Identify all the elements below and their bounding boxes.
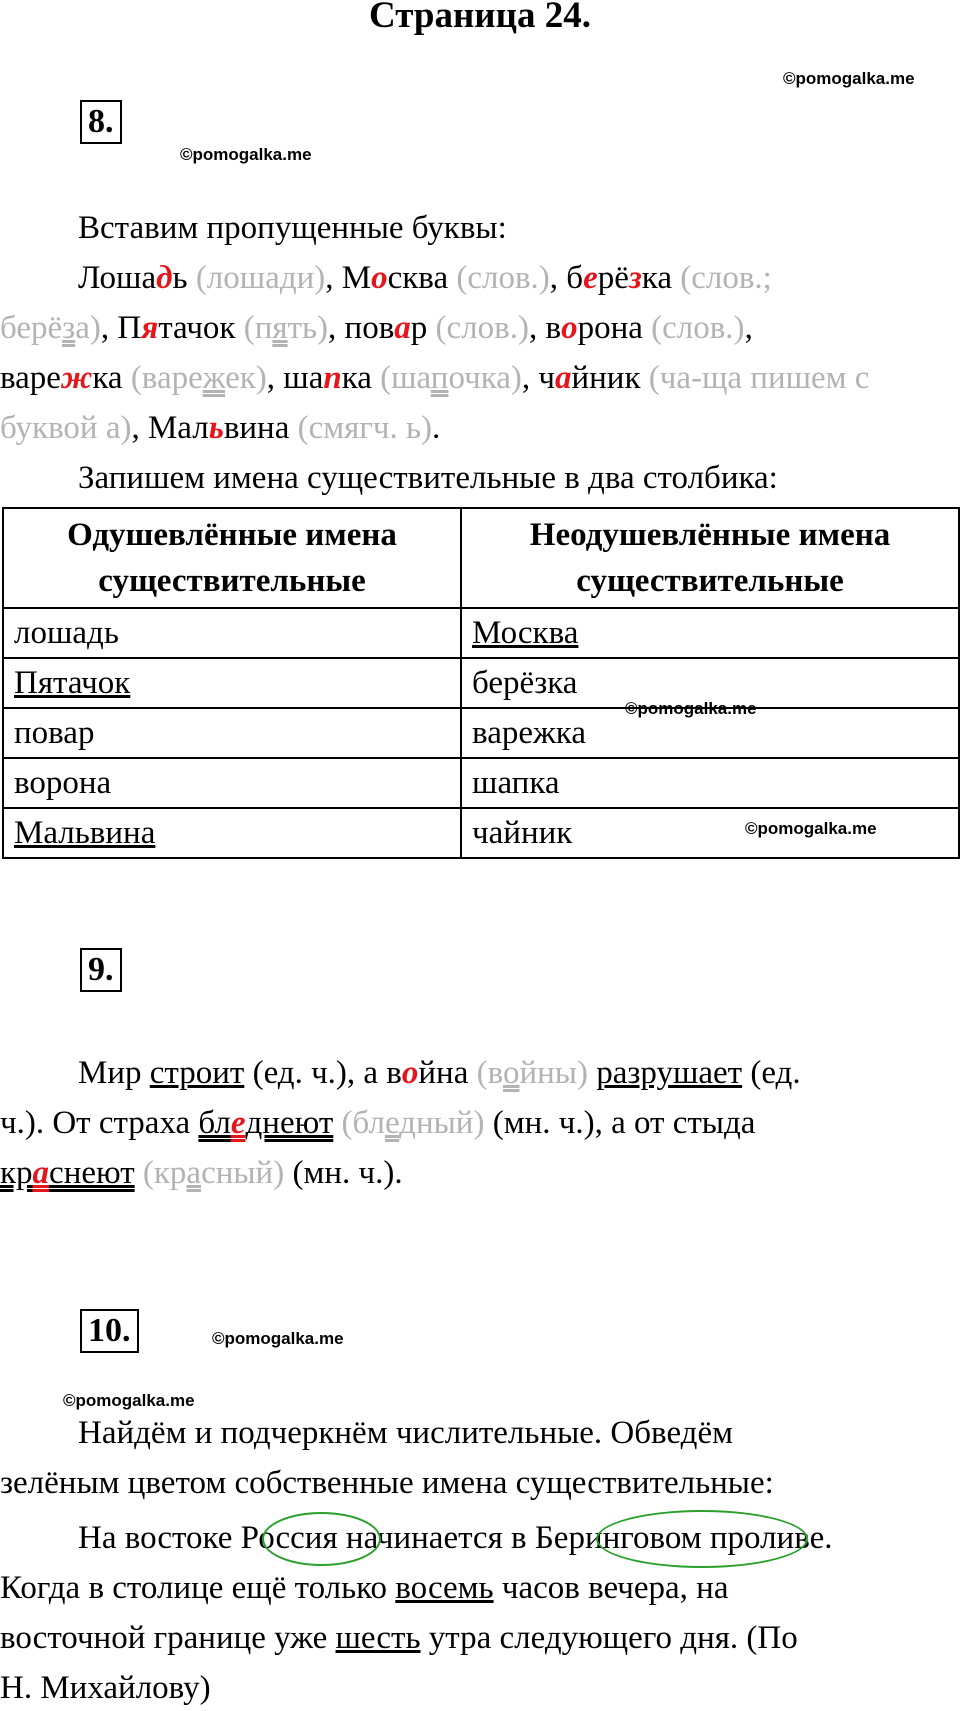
watermark: ©pomogalka.me xyxy=(63,1391,195,1410)
table-cell: шапка xyxy=(461,758,959,808)
table-intro: Запишем имена существительные в два столбика: xyxy=(78,460,778,496)
table-cell: ворона xyxy=(3,758,461,808)
text-line: берёза), Пятачок (пять), повар (слов.), ворона (слов.), xyxy=(0,310,753,346)
intro-text: зелёным цветом собственные имена существительные: xyxy=(0,1465,774,1501)
text-line: буквой а), Мальвина (смягч. ь). xyxy=(0,410,441,446)
intro-text: Найдём и подчеркнём числительные. Обведём xyxy=(78,1415,733,1451)
watermark: ©pomogalka.me xyxy=(180,145,312,164)
table-cell: чайник xyxy=(461,808,959,858)
proper-noun-circle xyxy=(262,1512,381,1566)
watermark: ©pomogalka.me xyxy=(625,699,757,718)
table-cell: Москва xyxy=(461,608,959,658)
table-cell: Мальвина xyxy=(3,808,461,858)
column-header-animate: Одушевлённые имена существительные xyxy=(3,508,461,608)
table-row xyxy=(3,608,959,658)
exercise-number: 8. xyxy=(80,100,122,144)
table-row xyxy=(3,758,959,808)
text-line: Лошадь (лошади), Москва (слов.), берёзка (слов.; xyxy=(78,260,772,296)
table-cell: берёзка xyxy=(461,658,959,708)
table-cell: лошадь xyxy=(3,608,461,658)
exercise-number: 10. xyxy=(80,1309,139,1353)
table-row xyxy=(3,708,959,758)
table-row xyxy=(3,658,959,708)
intro-text: Вставим пропущенные буквы: xyxy=(78,210,507,246)
proper-noun-circle xyxy=(596,1510,808,1568)
table-cell: повар xyxy=(3,708,461,758)
watermark: ©pomogalka.me xyxy=(745,819,877,838)
exercise-number: 9. xyxy=(80,948,122,992)
table-cell: варежка xyxy=(461,708,959,758)
column-header-inanimate: Неодушевлённые имена существительные xyxy=(461,508,959,608)
table-header-row xyxy=(3,508,959,608)
text-line: варежка (варежек), шапка (шапочка), чайник (ча-ща пишем с xyxy=(0,360,870,396)
text-line: краснеют (красный) (мн. ч.). xyxy=(0,1155,403,1191)
text-line: На востоке Россия начинается в Беринговом проливе. xyxy=(78,1520,833,1556)
text-line: ч.). От страха бледнеют (бледный) (мн. ч.), а от стыда xyxy=(0,1105,756,1141)
watermark: ©pomogalka.me xyxy=(783,69,915,88)
watermark: ©pomogalka.me xyxy=(212,1329,344,1348)
text-line: восточной границе уже шесть утра следующего дня. (По xyxy=(0,1620,798,1656)
nouns-table xyxy=(2,507,960,859)
text-line: Н. Михайлову) xyxy=(0,1670,211,1706)
table-cell: Пятачок xyxy=(3,658,461,708)
text-line: Когда в столице ещё только восемь часов вечера, на xyxy=(0,1570,729,1606)
page-title: Страница 24. xyxy=(369,0,591,36)
text-line: Мир строит (ед. ч.), а война (войны) разрушает (ед. xyxy=(78,1055,801,1091)
